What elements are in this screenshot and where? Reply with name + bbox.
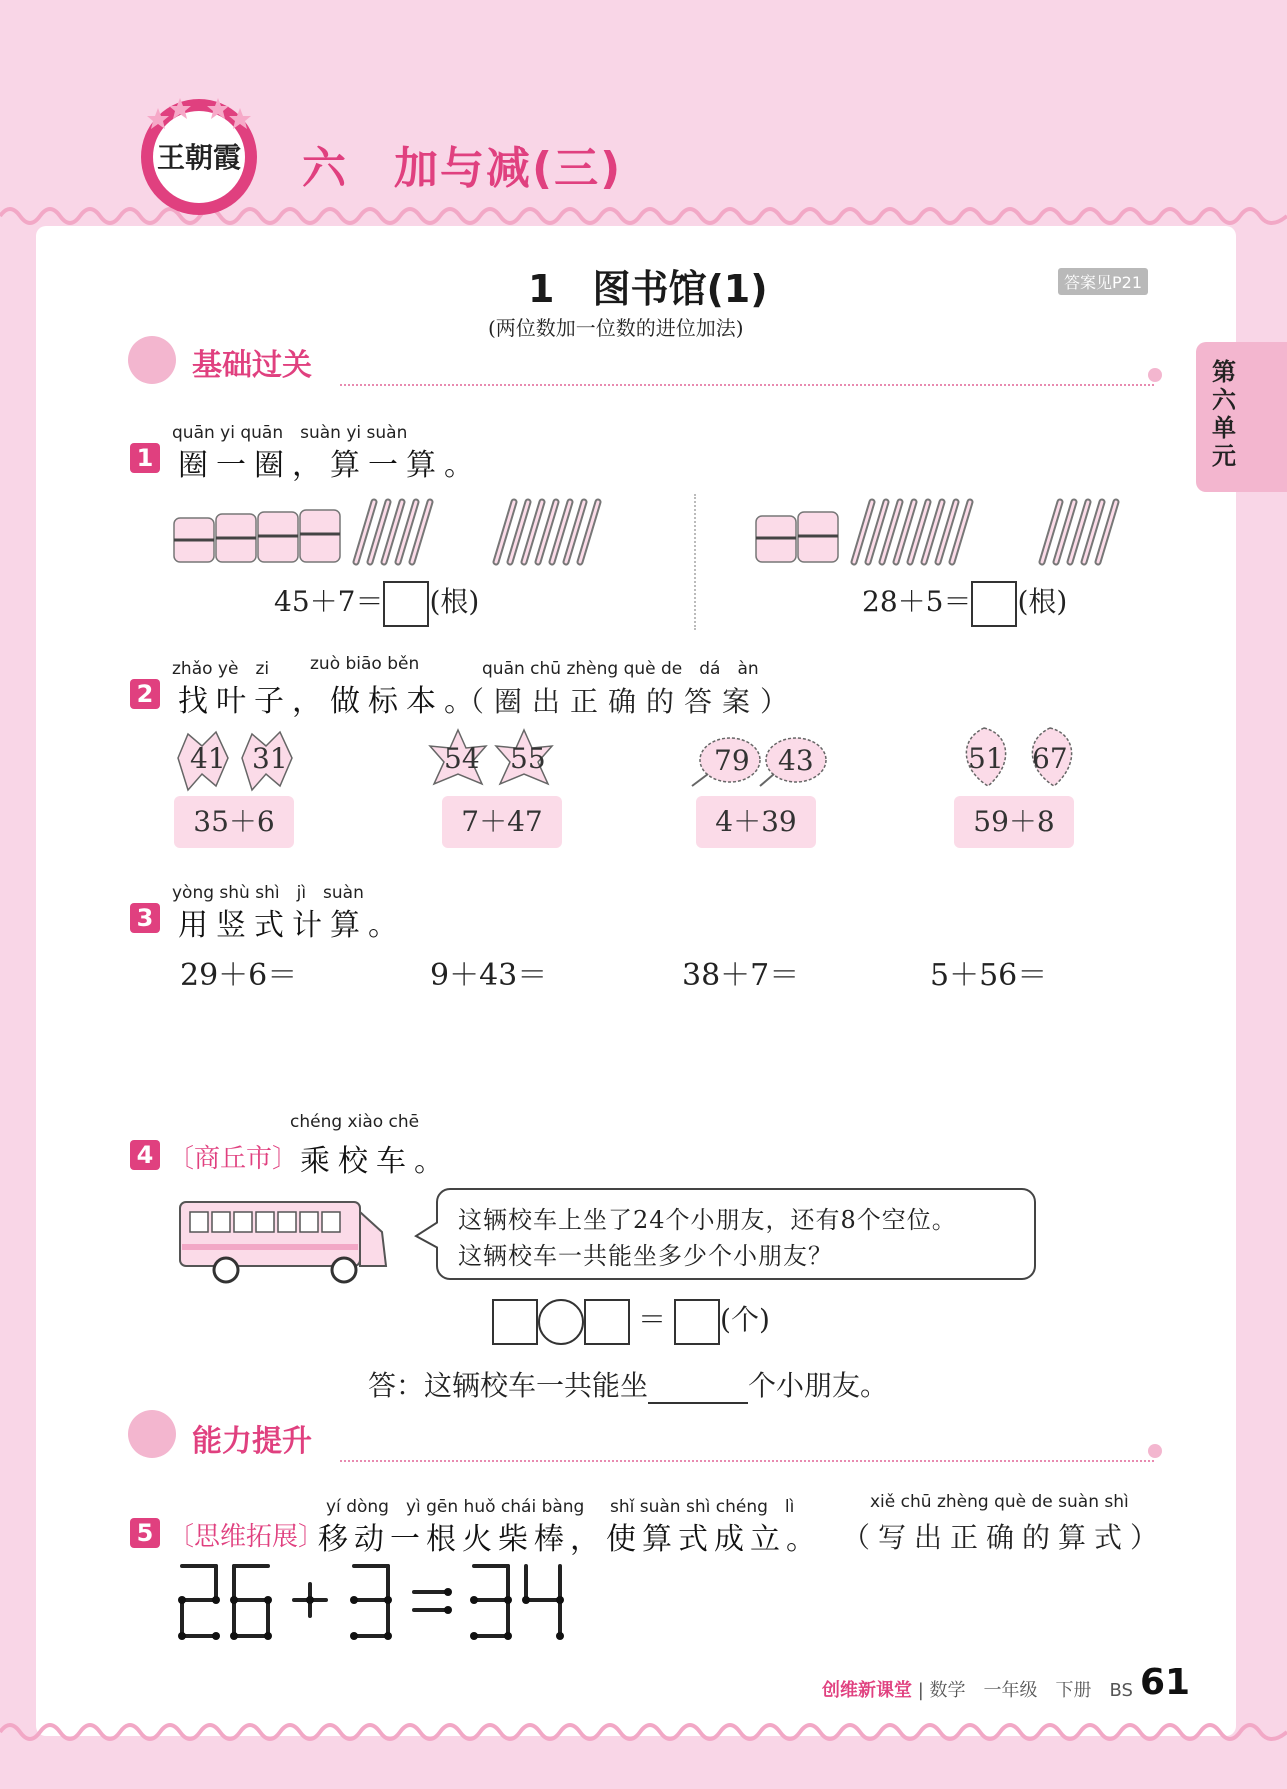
q1-right-unit: (根) — [1017, 585, 1068, 618]
footer-info: 创维新课堂 | 数学 一年级 下册 BS — [822, 1680, 1133, 1701]
leaf-number[interactable]: 67 — [1032, 742, 1068, 775]
wavy-border-bottom — [0, 1712, 1287, 1752]
bubble-line-1: 这辆校车上坐了24个小朋友，还有8个空位。 — [458, 1206, 957, 1234]
school-bus-illustration — [176, 1192, 406, 1286]
q1-left-answer-box[interactable] — [383, 581, 429, 627]
bubble-line-2: 这辆校车一共能坐多少个小朋友？ — [458, 1242, 833, 1270]
leaf-number[interactable]: 51 — [968, 742, 1004, 775]
section-divider — [340, 1460, 1154, 1462]
lesson-title: 1 图书馆(1) — [528, 267, 768, 311]
footer-series: 创维新课堂 — [822, 1680, 912, 1701]
dot-icon — [1148, 368, 1162, 382]
q4-operator-circle[interactable] — [538, 1299, 584, 1345]
q2-group-4-leaves — [954, 724, 1084, 794]
q1-text: 圈一圈，算一算。 — [178, 448, 482, 483]
q4-answer-prefix: 答：这辆校车一共能坐 — [368, 1369, 649, 1402]
q2-group-4-expression: 59＋8 — [954, 796, 1074, 848]
section-divider — [340, 384, 1154, 386]
q3-item-3: 38＋7＝ — [682, 958, 800, 993]
q1-sticks-right-illustration — [752, 488, 1152, 566]
q1-divider — [694, 494, 696, 630]
q5-text: 移动一根火柴棒，使算式成立。 — [318, 1522, 822, 1557]
q4-operand-box-2[interactable] — [584, 1299, 630, 1345]
q3-text: 用竖式计算。 — [178, 908, 406, 943]
q1-right-answer-box[interactable] — [971, 581, 1017, 627]
q1-right-equation — [862, 580, 1067, 627]
q5-category-tag: 〔思维拓展〕 — [168, 1522, 325, 1552]
q1-left-equation — [274, 580, 479, 627]
q1-left-expression: 45＋7＝ — [274, 585, 384, 618]
q1-number: 1 — [130, 443, 160, 473]
q3-item-1: 29＋6＝ — [180, 958, 298, 993]
q4-equation: ＝ (个) — [492, 1298, 770, 1345]
leaf-number[interactable]: 54 — [444, 742, 480, 775]
unit-title: 六 加与减(三) — [302, 143, 623, 194]
q5-pinyin-a: yí dòng yì gēn huǒ chái bàng — [326, 1497, 585, 1517]
q2-note: （圈出正确的答案） — [456, 685, 799, 718]
mascot-icon — [128, 1410, 176, 1458]
q2-group-1-expression: 35＋6 — [174, 796, 294, 848]
footer-details: 数学 一年级 下册 BS — [929, 1680, 1133, 1701]
mascot-icon — [128, 336, 176, 384]
q3-number: 3 — [130, 903, 160, 933]
side-tab — [1196, 342, 1287, 492]
leaf-number[interactable]: 31 — [252, 742, 288, 775]
q2-number: 2 — [130, 679, 160, 709]
q4-unit: (个) — [720, 1303, 770, 1336]
brand-logo — [138, 96, 260, 218]
section-ability-heading: 能力提升 — [192, 1424, 312, 1459]
q2-text: 找叶子，做标本。 — [178, 684, 482, 719]
q2-pinyin-a: zhǎo yè zi — [172, 659, 270, 679]
logo-text: 王朝霞 — [156, 141, 241, 174]
q2-pinyin-c: quān chū zhèng què de dá àn — [482, 659, 759, 679]
q4-operand-box-1[interactable] — [492, 1299, 538, 1345]
q1-right-expression: 28＋5＝ — [862, 585, 972, 618]
q2-group-2-leaves — [428, 728, 558, 794]
q1-pinyin: quān yi quān suàn yi suàn — [172, 423, 408, 443]
bubble-tail-icon — [414, 1220, 438, 1250]
q4-pinyin: chéng xiào chē — [290, 1112, 420, 1132]
q5-matchstick-equation — [176, 1560, 596, 1644]
q4-number: 4 — [130, 1140, 160, 1170]
leaf-number[interactable]: 55 — [510, 742, 546, 775]
dot-icon — [1148, 1444, 1162, 1458]
q3-item-2: 9＋43＝ — [430, 958, 548, 993]
q3-pinyin: yòng shù shì jì suàn — [172, 883, 364, 903]
q2-pinyin-b: zuò biāo běn — [310, 654, 420, 674]
q4-answer-line — [368, 1364, 888, 1404]
q2-group-1-leaves — [172, 728, 302, 794]
q4-text: 乘校车。 — [300, 1144, 452, 1179]
leaf-number[interactable]: 41 — [190, 742, 226, 775]
page-number: 61 — [1140, 1662, 1191, 1703]
q5-pinyin-c: xiě chū zhèng què de suàn shì — [870, 1492, 1129, 1512]
q2-group-2-expression: 7＋47 — [442, 796, 562, 848]
q4-speech-bubble — [436, 1188, 1036, 1280]
q4-answer-blank[interactable] — [648, 1374, 748, 1404]
q5-number: 5 — [130, 1518, 160, 1548]
q1-sticks-left-illustration — [170, 488, 630, 566]
q4-result-box[interactable] — [674, 1299, 720, 1345]
q4-answer-suffix: 个小朋友。 — [748, 1369, 889, 1402]
q2-group-3-expression: 4＋39 — [696, 796, 816, 848]
answer-reference-badge: 答案见P21 — [1058, 268, 1148, 295]
leaf-number[interactable]: 79 — [714, 744, 750, 777]
q2-group-3-leaves — [690, 730, 830, 796]
q1-left-unit: (根) — [429, 585, 480, 618]
leaf-number[interactable]: 43 — [778, 744, 814, 777]
q5-note: （写出正确的算式） — [842, 1521, 1167, 1554]
lesson-subtitle: (两位数加一位数的进位加法) — [488, 316, 744, 340]
q3-item-4: 5＋56＝ — [930, 958, 1048, 993]
side-tab-label: 第六单元 — [1212, 358, 1236, 470]
section-basic-heading: 基础过关 — [192, 348, 312, 383]
q5-pinyin-b: shǐ suàn shì chéng lì — [610, 1497, 795, 1517]
q4-region-tag: 〔商丘市〕 — [168, 1144, 299, 1174]
